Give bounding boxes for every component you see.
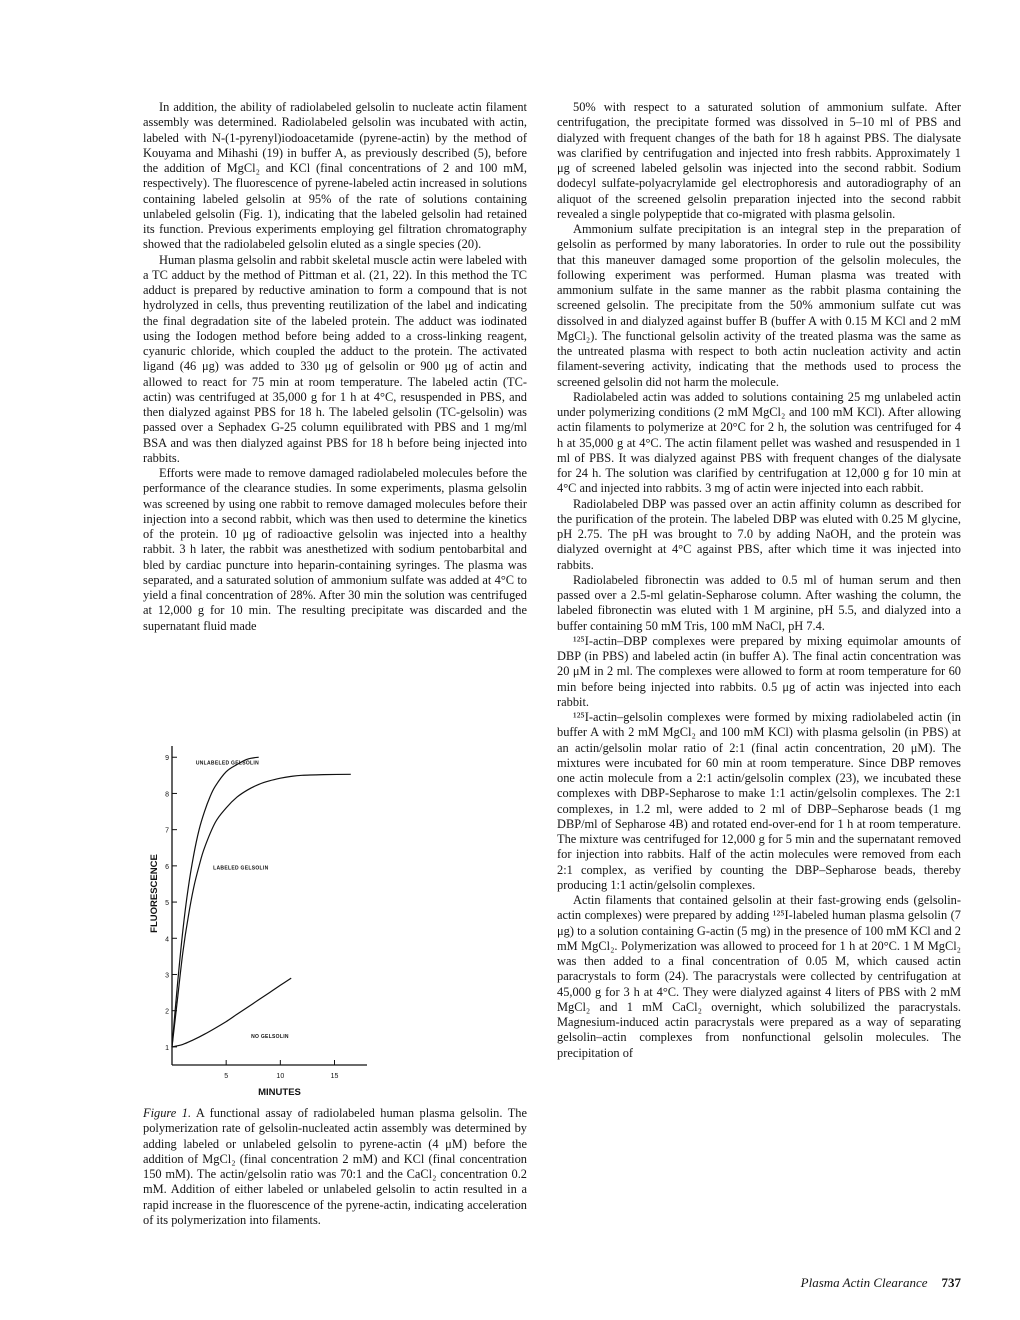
fluorescence-chart <box>143 742 527 1102</box>
figure-label: Figure 1. <box>143 1106 192 1120</box>
paragraph: Radiolabeled DBP was passed over an actin affinity column as described for the purification of the protein. The labeled DBP was eluted with 0.25 M glycine, pH 2.75. The pH was brought to 7.0 by adding NaOH, and the protein was dialyzed overnight at 4°C against PBS, after which time it was injected into rabbits. <box>557 496 961 572</box>
y-tick-label: 7 <box>165 827 169 835</box>
x-tick-label: 5 <box>224 1073 229 1080</box>
series-annotation: NO GELSOLIN <box>251 1033 289 1040</box>
y-tick-label: 3 <box>165 972 169 980</box>
paragraph: Efforts were made to remove damaged radiolabeled molecules before the performance of the clearance studies. In some experiments, plasma gelsolin was screened by using one rabbit to remove damaged molecules before their injection into a second rabbit, which was then used to determine the kinetics of the protein. 10 μg of radioactive gelsolin was injected into a healthy rabbit. 3 h later, the rabbit was anesthetized with sodium pentobarbital and bled by cardiac puncture into heparin-containing syringes. The plasma was separated, and a saturated solution of ammonium sulfate was added at 4°C to yield a final concentration of 28%. After 30 min the solution was centrifuged at 12,000 g for 10 min. The resulting precipitate was discarded and the supernatant fluid made <box>143 466 527 633</box>
left-column <box>143 100 527 634</box>
running-title: Plasma Actin Clearance <box>800 1275 928 1290</box>
paragraph: In addition, the ability of radiolabeled gelsolin to nucleate actin filament assembly was determined. Radiolabeled gelsolin was incubated with actin, labeled with N-(1-pyrenyl)iodoacetamide (pyrene-actin) by the method of Kouyama and Mihashi (19) in buffer A, as previously described (5), before the addition of MgCl₂ and KCl (final concentrations of 2 and 100 mM, respectively). The fluorescence of pyrene-labeled actin increased in solutions containing labeled gelsolin at 95% of the rate of solutions containing unlabeled gelsolin (Fig. 1), indicating that the labeled gelsolin had retained its function. Previous experiments employing gel filtration chromatography showed that the radiolabeled gelsolin eluted as a single species (20). <box>143 100 527 252</box>
figure-caption <box>143 1106 527 1228</box>
paragraph: Human plasma gelsolin and rabbit skeletal muscle actin were labeled with a TC adduct by the method of Pittman et al. (21, 22). In this method the TC adduct is prepared by reductive amination to form a compound that is not hydrolyzed in cells, thus preventing reutilization of the label and indicating the final degradation site of the labeled protein. The adduct was iodinated using the Iodogen method before being added to a cross-linking reagent, cyanuric chloride, which coupled the adduct to the protein. The activated ligand (46 μg) was added to 330 μg of gelsolin or 900 μg of actin and allowed to react for 75 min at room temperature. The labeled actin (TC-actin) was centrifuged at 35,000 g for 1 h at 4°C, resuspended in PBS, and then dialyzed against PBS for 18 h. The labeled gelsolin (TC-gelsolin) was passed over a Sephadex G-25 column equilibrated with PBS and 1 mg/ml BSA and was then dialyzed against PBS for 18 h before being injected into rabbits. <box>143 252 527 465</box>
paragraph: Radiolabeled actin was added to solutions containing 25 mg unlabeled actin under polymerizing conditions (2 mM MgCl₂ and 100 mM KCl). After allowing actin filaments to polymerize at 20°C for 2 h, the solution was centrifuged for 4 h at 35,000 g at 4°C. The actin filament pellet was washed and resuspended in 1 ml of PBS. It was dialyzed against PBS with frequent changes of the dialysate for 24 h. The solution was clarified by centrifugation at 12,000 g for 10 min at 4°C and injected into rabbits. 3 mg of actin were injected into each rabbit. <box>557 389 961 496</box>
right-column <box>557 100 961 1061</box>
series-annotation: LABELED GELSOLIN <box>213 865 269 872</box>
y-tick-label: 6 <box>165 863 169 871</box>
x-axis-label: MINUTES <box>258 1087 301 1098</box>
figure-caption-text: A functional assay of radiolabeled human plasma gelsolin. The polymerization rate of gelsolin-nucleated actin assembly was determined by adding labeled or unlabeled gelsolin to pyrene-actin (4 μM) before the addition of MgCl₂ (final concentration 2 mM) and KCl (final concentration 150 mM). The actin/gelsolin ratio was 70:1 and the CaCl₂ concentration 0.2 mM. Addition of either labeled or unlabeled gelsolin to actin resulted in a rapid increase in the fluorescence of the pyrene-actin, indicating acceleration of its polymerization into filaments. <box>143 1106 527 1227</box>
y-axis-label: FLUORESCENCE <box>149 854 160 933</box>
y-tick-label: 1 <box>165 1044 169 1052</box>
series-line <box>172 757 259 1047</box>
y-tick-label: 8 <box>165 791 169 799</box>
paragraph: Ammonium sulfate precipitation is an integral step in the preparation of gelsolin as performed by many laboratories. In order to rule out the possibility that this maneuver damaged some proportion of the gelsolin molecules, the following experiment was performed. Human plasma was treated with ammonium sulfate in the same manner as the rabbit plasma containing the screened gelsolin. The precipitate from the 50% ammonium sulfate cut was dissolved in and dialyzed against buffer B (buffer A with 0.15 M KCl and 2 mM MgCl₂). The functional gelsolin activity of the treated plasma was the same as the untreated plasma with respect to both actin nucleation activity and actin filament-severing activity, indicating that the methods used to process the screened gelsolin did not harm the molecule. <box>557 222 961 389</box>
paragraph: ¹²⁵I-actin–DBP complexes were prepared by mixing equimolar amounts of DBP (in PBS) and labeled actin (in buffer A). The final actin concentration was 20 μM in 2 ml. The complexes were allowed to form at room temperature for 60 min before being injected into rabbits. 0.5 μg of actin was injected into each rabbit. <box>557 633 961 709</box>
paragraph: Actin filaments that contained gelsolin at their fast-growing ends (gelsolin-actin complexes) were prepared by adding ¹²⁵I-labeled human plasma gelsolin (7 μg) to a solution containing G-actin (5 mg) in the presence of 100 mM KCl and 2 mM MgCl₂. Polymerization was allowed to proceed for 1 h at 20°C. 1 M MgCl₂ was then added to a final concentration of 0.05 M, which caused actin paracrystals to form (24). The paracrystals were collected by centrifugation at 45,000 g for 3 h at 4°C. They were dialyzed against 4 liters of PBS with 2 mM MgCl₂ and 1 mM CaCl₂ overnight, which solubilized the paracrystals. Magnesium-induced actin paracrystals were prepared as a way of separating gelsolin–actin complexes from nonfunctional gelsolin molecules. The precipitation of <box>557 893 961 1060</box>
figure-1-chart <box>143 742 527 1102</box>
series-line <box>172 774 351 1047</box>
y-tick-label: 5 <box>165 900 169 908</box>
x-tick-label: 10 <box>276 1073 285 1080</box>
page-number: 737 <box>941 1275 961 1290</box>
series-annotation: UNLABELED GELSOLIN <box>195 760 260 767</box>
y-tick-label: 4 <box>165 936 169 944</box>
y-tick-label: 9 <box>165 755 169 763</box>
paragraph: ¹²⁵I-actin–gelsolin complexes were formed by mixing radiolabeled actin (in buffer A with 2 mM MgCl₂ and 100 mM KCl) with plasma gelsolin (in PBS) at an actin/gelsolin molar ratio of 2:1 (final actin concentration, 20 μM). The mixtures were incubated for 60 min at room temperature. Since DBP removes one actin molecule from a 2:1 actin/gelsolin complex (23), we incubated these complexes with DBP-Sepharose to make 1:1 actin/gelsolin complexes. The 2:1 complexes, in 1.2 ml, were added to 2 ml of DBP–Sepharose beads (1 mg DBP/ml of Sepharose 4B) and rotated end-over-end for 1 h at room temperature. The mixture was centrifuged for 12,000 g for 5 min and the supernatant removed for injection into rabbits. Half of the actin molecules were removed from each 2:1 complex, as verified by counting the DBP–Sepharose beads, thereby producing 1:1 actin/gelsolin complexes. <box>557 710 961 892</box>
x-tick-label: 15 <box>330 1073 339 1080</box>
page-footer <box>801 1275 961 1291</box>
y-tick-label: 2 <box>165 1008 169 1016</box>
paragraph: 50% with respect to a saturated solution of ammonium sulfate. After centrifugation, the precipitate formed was dissolved in 5–10 ml of PBS and dialyzed with frequent changes of the bath for 18 h against PBS. The dialysate was clarified by centrifugation and injected into fresh rabbits. Approximately 1 μg of screened labeled gelsolin was injected into the second rabbit. Sodium dodecyl sulfate-polyacrylamide gel electrophoresis and autoradiography of an aliquot of the screened gelsolin preparation injected into the second rabbit revealed a single polypeptide that co-migrated with plasma gelsolin. <box>557 100 961 221</box>
paragraph: Radiolabeled fibronectin was added to 0.5 ml of human serum and then passed over a 2.5-ml gelatin-Sepharose column. After washing the column, the labeled fibronectin was eluted with 1 M arginine, pH 5.5, and dialyzed into a buffer containing 50 mM Tris, 100 mM NaCl, pH 7.4. <box>557 572 961 633</box>
